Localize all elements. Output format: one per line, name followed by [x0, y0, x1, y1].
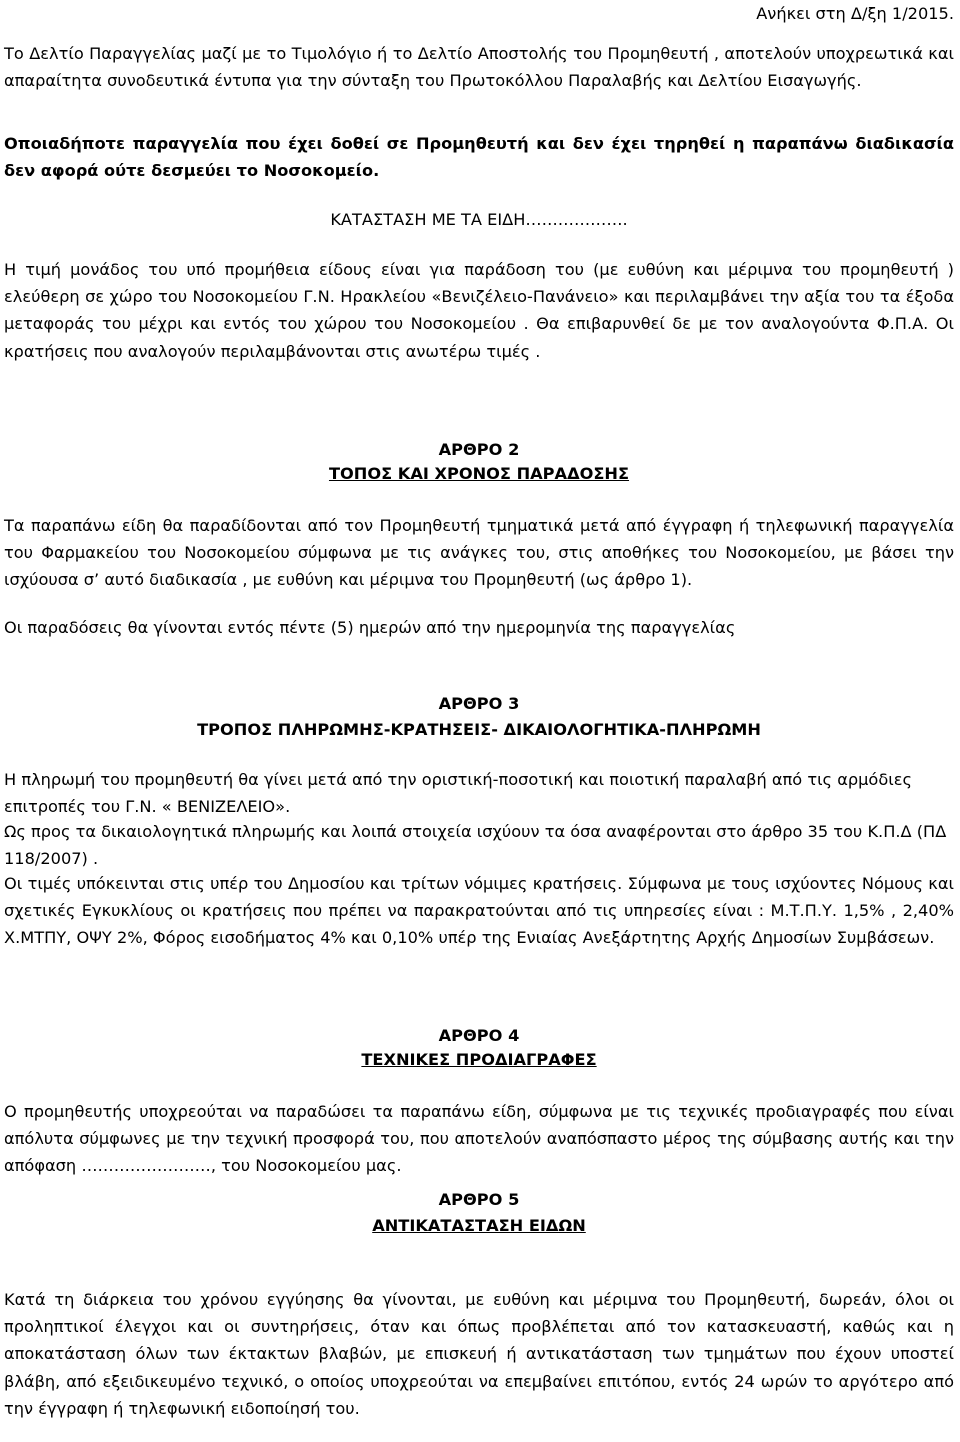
article-3-paragraph-2: Ως προς τα δικαιολογητικά πληρωμής και λοιπά στοιχεία ισχύουν τα όσα αναφέρονται στο άρθρο 35 του Κ.Π.Δ (ΠΔ 118/2007) . [4, 822, 947, 869]
article-5-number: ΑΡΘΡΟ 5 [438, 1190, 520, 1209]
article-2-number: ΑΡΘΡΟ 2 [438, 440, 520, 459]
article-3-paragraph-1: Η πληρωμή του προμηθευτή θα γίνει μετά από την οριστική-ποσοτική και ποιοτική παραλαβή από τις αρμόδιες επιτροπές του Γ.Ν. « ΒΕΝΙΖΕΛΕΙΟ». [4, 770, 912, 817]
article-4-number: ΑΡΘΡΟ 4 [438, 1026, 520, 1045]
article-5-paragraph: Κατά τη διάρκεια του χρόνου εγγύησης θα γίνονται, με ευθύνη και μέριμνα του Προμηθευτή, δωρεάν, όλοι οι προληπτικοί έλεγχοι και οι συντηρήσεις, όταν και όπως προβλέπεται από τον κατασκευαστή, καθώς και η αποκατάσταση όλων των έκτακτων βλαβών, με επισκευή ή αντικατάσταση των τμημάτων που έχουν υποστεί βλάβη, από εξειδικευμένο τεχνικό, ο οποίος υποχρεούται να επεμβαίνει επιτόπου, εντός 24 ωρών το αργότερο από την έγγραφη ή τηλεφωνική ειδοποίησή του. [4, 1290, 954, 1418]
intro-paragraph: Το Δελτίο Παραγγελίας μαζί με το Τιμολόγιο ή το Δελτίο Αποστολής του Προμηθευτή , αποτελούν υποχρεωτικά και απαραίτητα συνοδευτικά έντυπα για την σύνταξη του Πρωτοκόλλου Παραλαβής και Δελτίου Εισαγωγής. [4, 44, 954, 91]
article-2-title [4, 460, 954, 487]
article-4-title [4, 1046, 954, 1073]
article-2-title-text: ΤΟΠΟΣ ΚΑΙ ΧΡΟΝΟΣ ΠΑΡΑΔΟΣΗΣ [328, 464, 630, 483]
intro-warning: Οποιαδήποτε παραγγελία που έχει δοθεί σε Προμηθευτή και δεν έχει τηρηθεί η παραπάνω διαδικασία δεν αφορά ούτε δεσμεύει το Νοσοκομείο. [4, 134, 954, 181]
article-3-number: ΑΡΘΡΟ 3 [438, 694, 520, 713]
article-2-paragraph-1: Τα παραπάνω είδη θα παραδίδονται από τον Προμηθευτή τμηματικά μετά από έγγραφη ή τηλεφωνική παραγγελία του Φαρμακείου του Νοσοκομείου σύμφωνα με τις ανάγκες του, στις αποθήκες του Νοσοκομείου, με βάσει την ισχύουσα σ’ αυτό διαδικασία , με ευθύνη και μέριμνα του Προμηθευτή (ως άρθρο 1). [4, 516, 954, 590]
price-paragraph: Η τιμή μονάδος του υπό προμήθεια είδους είναι για παράδοση του (με ευθύνη και μέριμνα του προμηθευτή ) ελεύθερη σε χώρο του Νοσοκομείου Γ.Ν. Ηρακλείου «Βενιζέλειο-Πανάνειο» και περιλαμβάνει την αξία του τα έξοδα μεταφοράς του μέχρι και εντός του χώρου του Νοσοκομείου . Θα επιβαρυνθεί δε με τον αναλογούντα Φ.Π.Α. Οι κρατήσεις που αναλογούν περιλαμβάνονται στις ανωτέρω τιμές . [4, 260, 954, 361]
article-3-title: ΤΡΟΠΟΣ ΠΛΗΡΩΜΗΣ-ΚΡΑΤΗΣΕΙΣ- ΔΙΚΑΙΟΛΟΓΗΤΙΚΑ-ΠΛΗΡΩΜΗ [197, 720, 761, 739]
article-4-paragraph: Ο προμηθευτής υποχρεούται να παραδώσει τα παραπάνω είδη, σύμφωνα με τις τεχνικές προδιαγραφές που είναι απόλυτα σύμφωνες με την τεχνική προσφορά του, που αποτελούν αναπόσπαστο μέρος της σύμβασης αυτής και την απόφαση ……………………, του Νοσοκομείου μας. [4, 1102, 954, 1176]
items-list-label: ΚΑΤΑΣΤΑΣΗ ΜΕ ΤΑ ΕΙΔΗ………………. [330, 210, 628, 229]
article-3-paragraph-3: Οι τιμές υπόκεινται στις υπέρ του Δημοσίου και τρίτων νόμιμες κρατήσεις. Σύμφωνα με τους ισχύοντες Νόμους και σχετικές Εγκυκλίους οι κρατήσεις που πρέπει να παρακρατούνται από τις υπηρεσίες είναι : Μ.Τ.Π.Υ. 1,5% , 2,40% Χ.ΜΤΠΥ, ΟΨΥ 2%, Φόρος εισοδήματος 4% και 0,10% υπέρ της Ενιαίας Ανεξάρτητης Αρχής Δημοσίων Συμβάσεων. [4, 874, 954, 948]
article-2-paragraph-2: Οι παραδόσεις θα γίνονται εντός πέντε (5) ημερών από την ημερομηνία της παραγγελίας [4, 618, 736, 637]
article-5-title-text: ΑΝΤΙΚΑΤΑΣΤΑΣΗ ΕΙΔΩΝ [372, 1216, 586, 1235]
article-4-title-text: ΤΕΧΝΙΚΕΣ ΠΡΟΔΙΑΓΡΑΦΕΣ [361, 1050, 597, 1069]
header-note: Ανήκει στη Δ/ξη 1/2015. [756, 4, 954, 23]
article-5-title [4, 1212, 954, 1239]
